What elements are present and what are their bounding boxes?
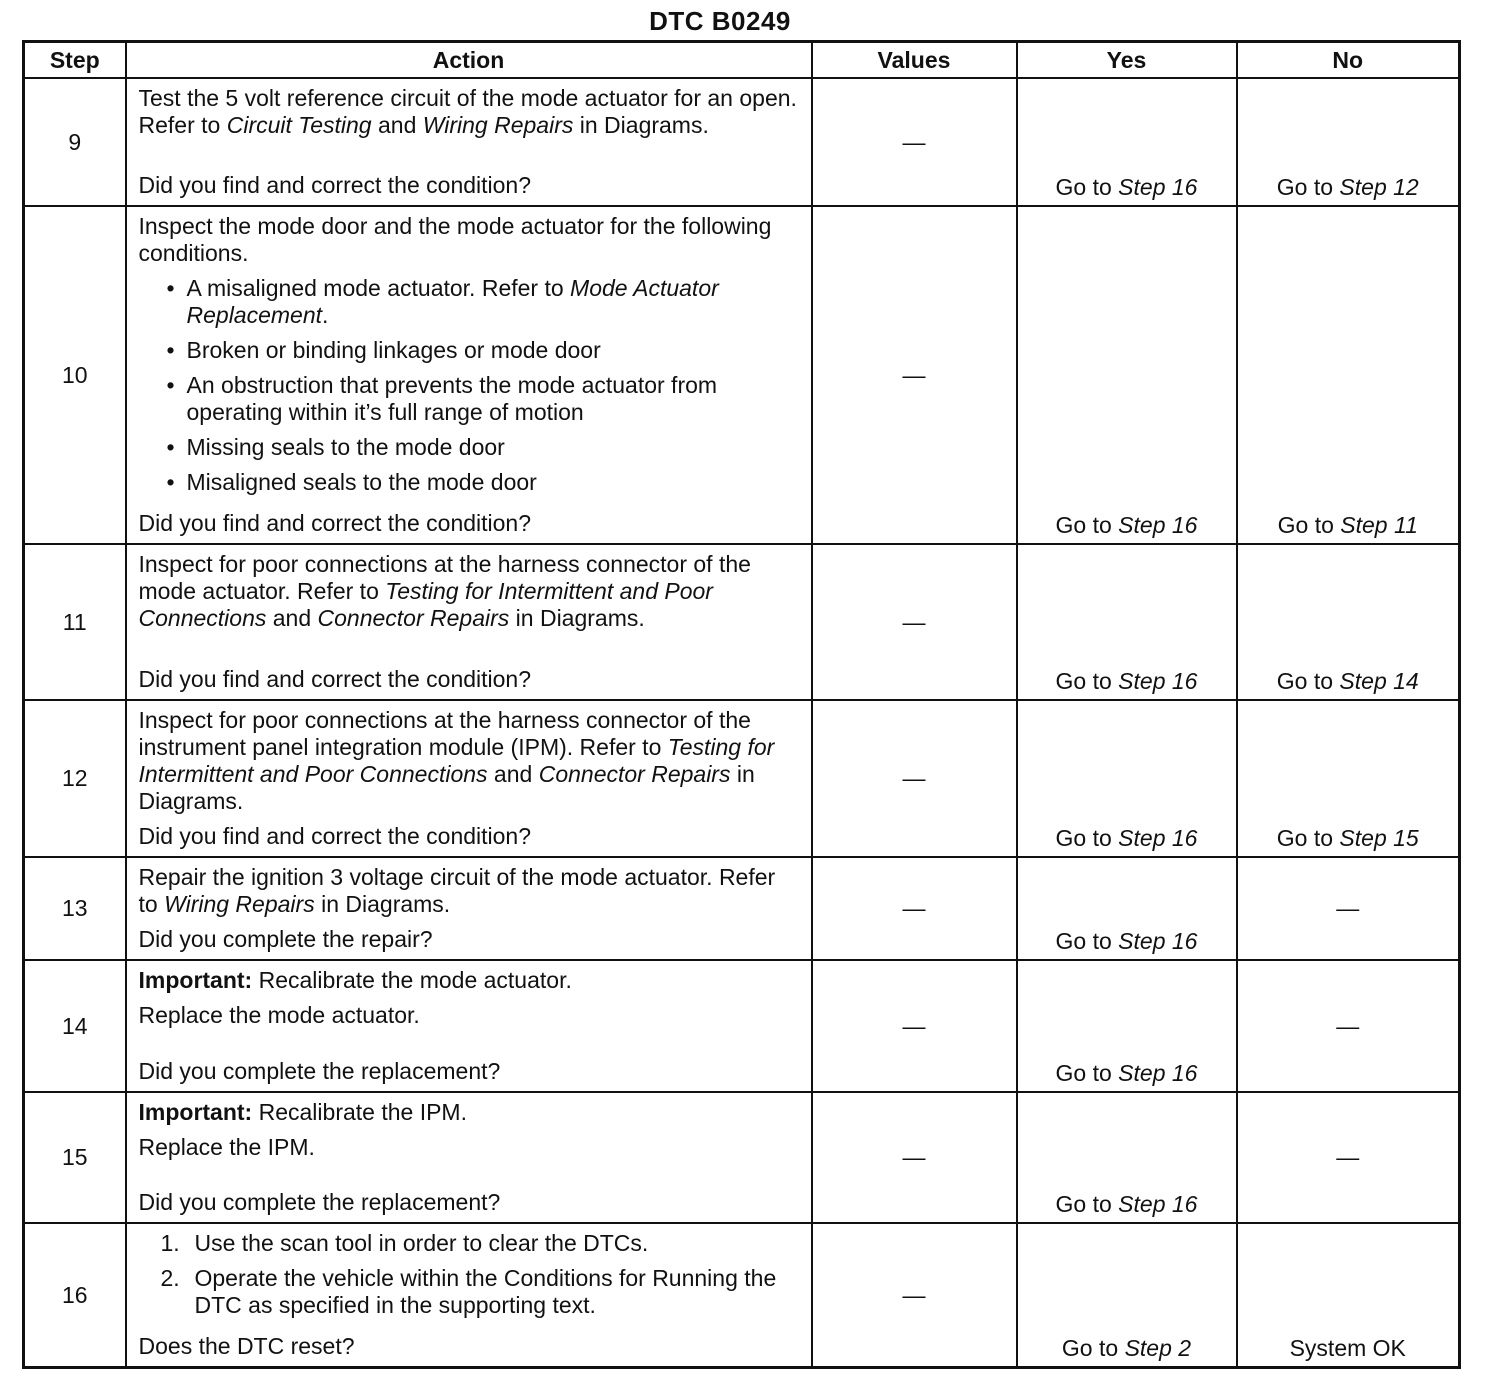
no-cell: — (1237, 960, 1460, 1092)
no-cell (1237, 544, 1460, 700)
action-content (139, 864, 801, 953)
action-paragraph (139, 1099, 801, 1126)
action-question: Did you find and correct the condition? (138, 172, 532, 198)
action-question: Did you complete the repair? (138, 926, 433, 952)
values-cell: — (812, 700, 1017, 857)
goto-step: Step 12 (1339, 174, 1419, 200)
text-run: . (322, 302, 329, 328)
yes-cell (1017, 960, 1237, 1092)
no-cell: System OK (1237, 1223, 1460, 1368)
values-cell: — (812, 206, 1017, 544)
table-body (24, 78, 1460, 1368)
yes-cell (1017, 544, 1237, 700)
action-cell (126, 1223, 812, 1368)
text-run: Recalibrate the mode actuator. (252, 967, 572, 993)
text-run: Connector Repairs (538, 761, 731, 787)
no-cell (1237, 78, 1460, 206)
bullet-list (139, 275, 801, 504)
header-no: No (1237, 42, 1460, 79)
table-row (24, 78, 1460, 206)
action-content (139, 967, 801, 1085)
goto-step: Step 16 (1118, 928, 1198, 954)
action-cell (126, 78, 812, 206)
text-run: in Diagrams. (509, 605, 645, 631)
action-content (139, 707, 801, 850)
action-paragraph (139, 551, 801, 632)
step-number: 10 (24, 206, 126, 544)
goto-label: Go to (1055, 1191, 1119, 1217)
goto-step: Step 11 (1340, 512, 1418, 538)
item-text: Use the scan tool in order to clear the DTCs. (194, 1230, 649, 1256)
action-question: Did you find and correct the condition? (138, 510, 532, 536)
text-run: An obstruction that prevents the mode actuator from operating within it’s full range of motion (186, 372, 718, 425)
text-run: Connector Repairs (317, 605, 510, 631)
dtc-table (22, 40, 1461, 1369)
text-run: Inspect for poor connections at the harness connector of the instrument panel integration module (IPM). Refer to (138, 707, 751, 760)
text-run: Recalibrate the IPM. (252, 1099, 467, 1125)
yes-cell (1017, 857, 1237, 960)
values-cell: — (812, 78, 1017, 206)
text-run: Wiring Repairs (164, 891, 315, 917)
no-cell: — (1237, 857, 1460, 960)
goto-step: Step 16 (1118, 825, 1198, 851)
goto-label: Go to (1055, 174, 1119, 200)
text-run: A misaligned mode actuator. Refer to (186, 275, 571, 301)
header-row (24, 42, 1460, 79)
goto-label: Go to (1061, 1335, 1125, 1361)
action-paragraph (139, 1134, 801, 1161)
yes-cell (1017, 1223, 1237, 1368)
step-number: 16 (24, 1223, 126, 1368)
goto-label: Go to (1276, 668, 1340, 694)
table-row (24, 960, 1460, 1092)
item-number: 2. (160, 1265, 180, 1291)
step-number: 12 (24, 700, 126, 857)
text-run: Broken or binding linkages or mode door (186, 337, 601, 363)
action-paragraph (139, 864, 801, 918)
numbered-item (161, 1230, 801, 1257)
goto-step: Step 2 (1124, 1335, 1192, 1361)
action-question: Did you complete the replacement? (138, 1189, 501, 1215)
text-run: Mode Actuator Replacement (186, 275, 719, 328)
text-run: Testing for Intermittent and Poor Connections (138, 734, 775, 787)
values-cell: — (812, 1223, 1017, 1368)
goto-label: Go to (1055, 668, 1119, 694)
text-run: Circuit Testing (226, 112, 372, 138)
action-paragraph (139, 1002, 801, 1029)
header-action: Action (126, 42, 812, 79)
step-number: 11 (24, 544, 126, 700)
text-run: Test the 5 volt reference circuit of the mode actuator for an open. Refer to (138, 85, 797, 138)
action-question: Did you find and correct the condition? (138, 666, 532, 692)
action-question: Did you complete the replacement? (138, 1058, 501, 1084)
table-row (24, 544, 1460, 700)
item-number: 1. (160, 1230, 180, 1256)
action-cell (126, 206, 812, 544)
values-cell: — (812, 1092, 1017, 1223)
values-cell: — (812, 960, 1017, 1092)
goto-step: Step 14 (1339, 668, 1419, 694)
no-cell (1237, 206, 1460, 544)
action-paragraph (139, 85, 801, 139)
no-cell: — (1237, 1092, 1460, 1223)
goto-label: Go to (1276, 174, 1340, 200)
bullet-item (163, 434, 801, 461)
text-run: Inspect for poor connections at the harness connector of the mode actuator. Refer to (138, 551, 751, 604)
action-content (139, 1230, 801, 1360)
numbered-list (139, 1230, 801, 1327)
no-cell (1237, 700, 1460, 857)
table-row (24, 1223, 1460, 1368)
text-run: Missing seals to the mode door (186, 434, 505, 460)
step-number: 9 (24, 78, 126, 206)
text-run: and (487, 761, 539, 787)
values-cell: — (812, 857, 1017, 960)
goto-label: Go to (1055, 1060, 1119, 1086)
numbered-item (161, 1265, 801, 1319)
text-run: in Diagrams. (573, 112, 709, 138)
table-row (24, 857, 1460, 960)
goto-label: Go to (1276, 825, 1340, 851)
yes-cell (1017, 78, 1237, 206)
page-title: DTC B0249 (649, 6, 791, 36)
yes-cell (1017, 700, 1237, 857)
bullet-item (163, 469, 801, 496)
action-question: Does the DTC reset? (138, 1333, 355, 1359)
text-run: Important: (138, 967, 253, 993)
text-run: and (266, 605, 318, 631)
text-run: Misaligned seals to the mode door (186, 469, 537, 495)
table-row (24, 206, 1460, 544)
action-content (139, 213, 801, 537)
text-run: Testing for Intermittent and Poor Connections (138, 578, 713, 631)
action-content (139, 551, 801, 693)
goto-label: Go to (1277, 512, 1341, 538)
bullet-item (163, 337, 801, 364)
text-run: Important: (138, 1099, 253, 1125)
goto-label: Go to (1055, 512, 1119, 538)
action-cell (126, 544, 812, 700)
text-run: Replace the IPM. (138, 1134, 315, 1160)
action-paragraph (139, 707, 801, 815)
goto-step: Step 16 (1118, 668, 1198, 694)
table-row (24, 1092, 1460, 1223)
action-paragraph (139, 967, 801, 994)
goto-label: Go to (1055, 825, 1119, 851)
table-row (24, 700, 1460, 857)
step-number: 15 (24, 1092, 126, 1223)
action-content (139, 1099, 801, 1216)
item-text: Operate the vehicle within the Conditions for Running the DTC as specified in the supporting text. (194, 1265, 777, 1318)
text-run: in Diagrams. (138, 761, 755, 814)
bullet-item (163, 275, 801, 329)
step-number: 14 (24, 960, 126, 1092)
goto-label: Go to (1055, 928, 1119, 954)
text-run: and (371, 112, 423, 138)
goto-step: Step 16 (1118, 174, 1198, 200)
header-yes: Yes (1017, 42, 1237, 79)
action-paragraph (139, 213, 801, 267)
goto-step: Step 15 (1339, 825, 1419, 851)
values-cell: — (812, 544, 1017, 700)
goto-step: Step 16 (1118, 512, 1198, 538)
action-cell (126, 700, 812, 857)
text-run: Wiring Repairs (422, 112, 574, 138)
step-number: 13 (24, 857, 126, 960)
text-run: Replace the mode actuator. (138, 1002, 420, 1028)
header-step: Step (24, 42, 126, 79)
goto-step: Step 16 (1118, 1060, 1198, 1086)
text-run: in Diagrams. (314, 891, 451, 917)
goto-step: Step 16 (1118, 1191, 1198, 1217)
text-run: Inspect the mode door and the mode actuator for the following conditions. (138, 213, 772, 266)
action-cell (126, 857, 812, 960)
action-cell (126, 1092, 812, 1223)
yes-cell (1017, 1092, 1237, 1223)
yes-cell (1017, 206, 1237, 544)
bullet-item (163, 372, 801, 426)
action-cell (126, 960, 812, 1092)
header-values: Values (812, 42, 1017, 79)
action-content (139, 85, 801, 199)
action-question: Did you find and correct the condition? (138, 823, 532, 849)
text-run: Repair the ignition 3 voltage circuit of the mode actuator. Refer to (138, 864, 776, 917)
